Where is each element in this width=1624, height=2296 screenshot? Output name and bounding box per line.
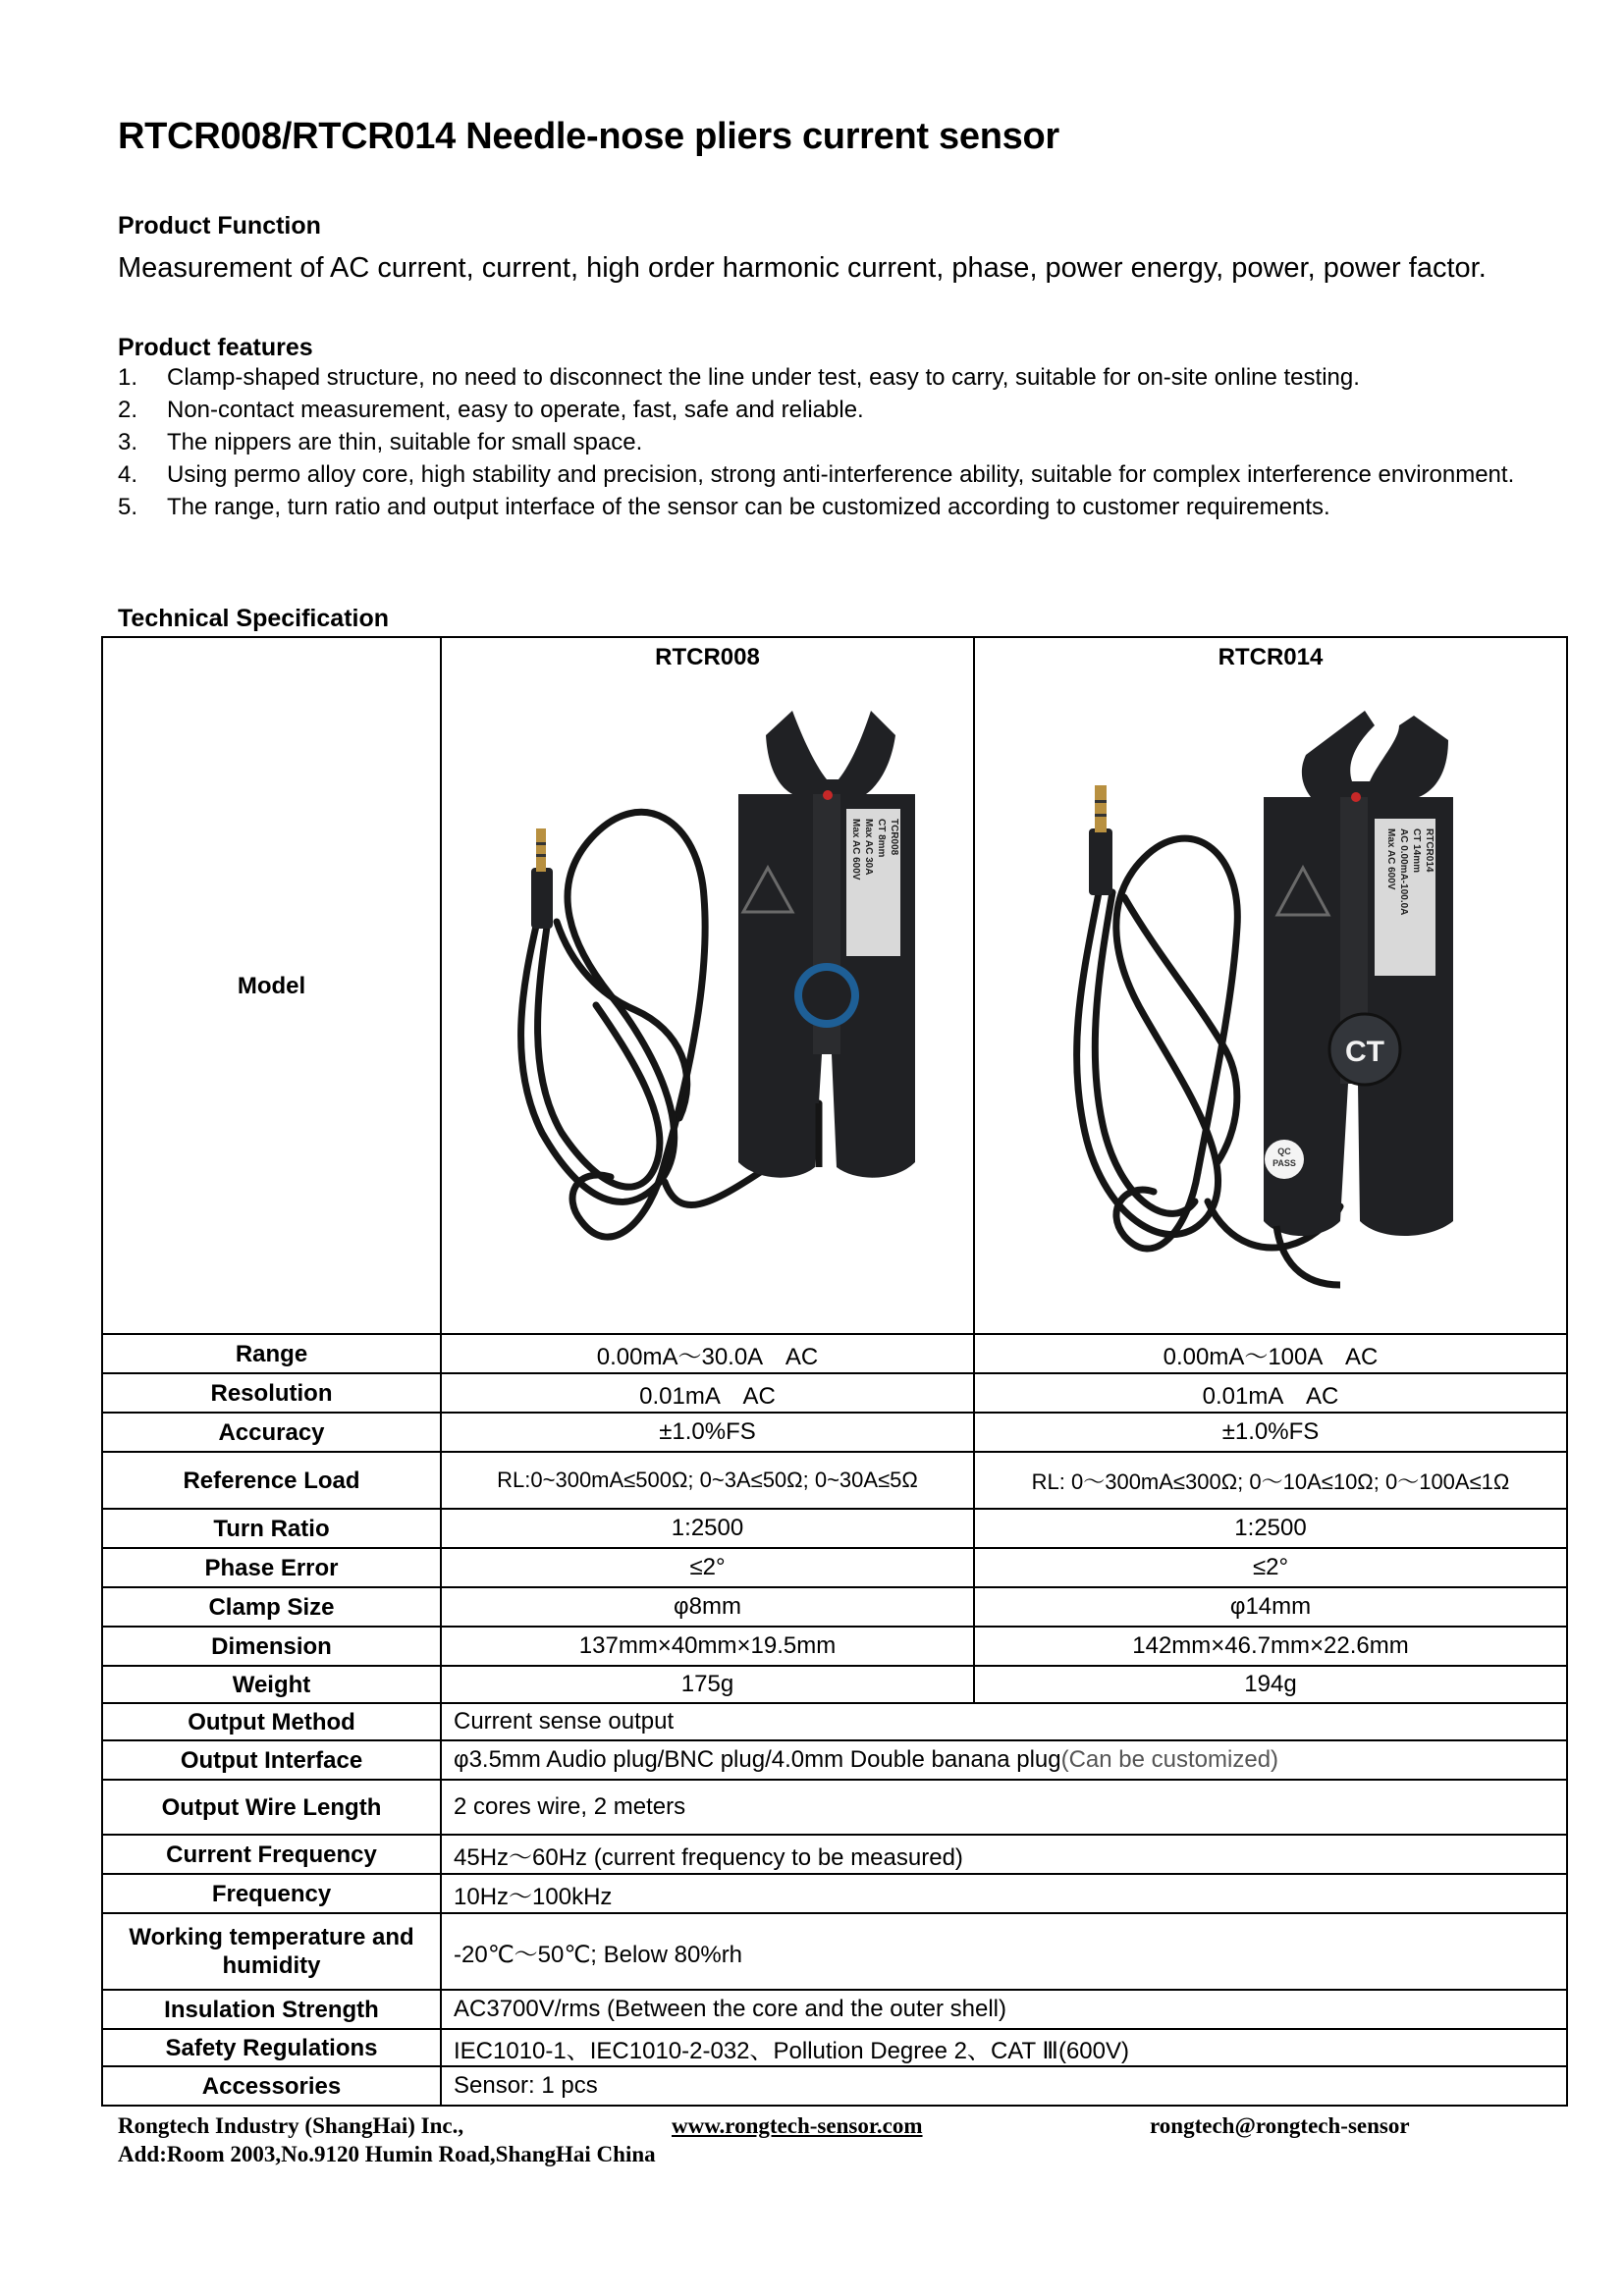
features-list (118, 361, 1524, 523)
spec-row-working-temperature (102, 1913, 1567, 1990)
spec-table (101, 636, 1568, 2107)
feature-number: 5. (118, 494, 138, 520)
spec-value: -20℃～50℃; Below 80%rh (441, 1913, 1567, 1990)
spec-row-insulation-strength (102, 1990, 1567, 2029)
spec-label: Accuracy (102, 1413, 441, 1452)
model-b-cell (974, 637, 1567, 1334)
spec-label: Current Frequency (102, 1835, 441, 1874)
model-b-name: RTCR014 (1218, 644, 1324, 670)
footer-address: Add:Room 2003,No.9120 Humin Road,ShangHai China (118, 2142, 656, 2166)
ct-badge-text: CT (1345, 1036, 1384, 1068)
spec-value-rtcr008: 137mm×40mm×19.5mm (441, 1627, 974, 1666)
spec-value-rtcr008: ±1.0%FS (441, 1413, 974, 1452)
feature-item (118, 361, 1524, 394)
qc-sticker-text: QC (1277, 1147, 1291, 1156)
spec-label: Output Interface (102, 1740, 441, 1780)
spec-value-rtcr008: ≤2° (441, 1548, 974, 1587)
label-line: AC 0.00mA-100.0A (1398, 828, 1409, 916)
spec-label: Accessories (102, 2066, 441, 2106)
footer-website-link[interactable]: www.rongtech-sensor.com (672, 2113, 923, 2138)
label-line: Max AC 600V (1385, 828, 1396, 890)
model-a-cell (441, 637, 974, 1334)
spec-row-clamp-size (102, 1587, 1567, 1627)
feature-text: The nippers are thin, suitable for small space. (167, 429, 643, 455)
spec-value: Current sense output (441, 1703, 1567, 1740)
spec-note: (Can be customized) (1060, 1746, 1279, 1773)
spec-value: 2 cores wire, 2 meters (441, 1780, 1567, 1835)
model-row (102, 637, 1567, 1334)
spec-value-rtcr008: 175g (441, 1666, 974, 1703)
page-title: RTCR008/RTCR014 Needle-nose pliers current sensor (118, 116, 1059, 157)
spec-value-rtcr014: 0.01mA AC (974, 1373, 1567, 1413)
footer-company: Rongtech Industry (ShangHai) Inc., (118, 2113, 464, 2138)
rtcr014-photo (987, 671, 1556, 1309)
rtcr008-photo (454, 671, 964, 1309)
label-line: CT 8mm (876, 819, 887, 858)
feature-item (118, 394, 1524, 426)
spec-value: AC3700V/rms (Between the core and the outer shell) (441, 1990, 1567, 2029)
feature-item (118, 458, 1524, 491)
label-line: RTCR014 (1424, 828, 1435, 873)
spec-row-weight (102, 1666, 1567, 1703)
spec-value-rtcr014: 0.00mA～100A AC (974, 1334, 1567, 1373)
spec-value-rtcr008: 0.01mA AC (441, 1373, 974, 1413)
spec-value-rtcr014: ±1.0%FS (974, 1413, 1567, 1452)
spec-label: Resolution (102, 1373, 441, 1413)
spec-row-output-interface (102, 1740, 1567, 1780)
spec-value: φ3.5mm Audio plug/BNC plug/4.0mm Double banana plug (454, 1746, 1061, 1773)
spec-row-range (102, 1334, 1567, 1373)
spec-row-turn-ratio (102, 1509, 1567, 1548)
spec-label: Range (102, 1334, 441, 1373)
spec-value: 45Hz～60Hz (current frequency to be measured) (441, 1835, 1567, 1874)
feature-text: The range, turn ratio and output interface of the sensor can be customized according to customer requirements. (167, 494, 1330, 520)
product-function-heading: Product Function (118, 212, 321, 240)
spec-label: Output Method (102, 1703, 441, 1740)
label-line: CT 14mm (1411, 828, 1422, 874)
spec-label: Weight (102, 1666, 441, 1703)
spec-row-accuracy (102, 1413, 1567, 1452)
feature-text: Clamp-shaped structure, no need to disconnect the line under test, easy to carry, suitable for on-site online testing. (167, 364, 1360, 391)
audio-plug-icon (1089, 785, 1112, 895)
feature-item (118, 426, 1524, 458)
feature-number: 2. (118, 397, 138, 423)
product-function-text: Measurement of AC current, current, high order harmonic current, phase, power energy, power, power factor. (118, 252, 1487, 284)
spec-value: Sensor: 1 pcs (441, 2066, 1567, 2106)
spec-value-rtcr014: 142mm×46.7mm×22.6mm (974, 1627, 1567, 1666)
audio-plug-icon (531, 828, 553, 929)
spec-label: Safety Regulations (102, 2029, 441, 2066)
spec-label: Clamp Size (102, 1587, 441, 1627)
spec-label: Reference Load (102, 1452, 441, 1509)
spec-value-rtcr014: φ14mm (974, 1587, 1567, 1627)
spec-value-cell (441, 1740, 1567, 1780)
spec-row-output-wire-length (102, 1780, 1567, 1835)
spec-label: Dimension (102, 1627, 441, 1666)
footer-email: rongtech@rongtech-sensor (1150, 2113, 1410, 2138)
technical-specification-heading: Technical Specification (118, 605, 390, 632)
spec-row-dimension (102, 1627, 1567, 1666)
feature-item (118, 491, 1524, 523)
spec-label: Turn Ratio (102, 1509, 441, 1548)
spec-value: 10Hz～100kHz (441, 1874, 1567, 1913)
spec-label: Insulation Strength (102, 1990, 441, 2029)
spec-value-rtcr008: RL:0~300mA≤500Ω; 0~3A≤50Ω; 0~30A≤5Ω (441, 1452, 974, 1509)
spec-value-rtcr008: 1:2500 (441, 1509, 974, 1548)
spec-row-current-frequency (102, 1835, 1567, 1874)
label-line: Max AC 30A (863, 819, 874, 876)
spec-row-frequency (102, 1874, 1567, 1913)
spec-row-phase-error (102, 1548, 1567, 1587)
spec-value-rtcr014: RL: 0～300mA≤300Ω; 0～10A≤10Ω; 0～100A≤1Ω (974, 1452, 1567, 1509)
feature-number: 4. (118, 461, 138, 488)
spec-row-accessories (102, 2066, 1567, 2106)
spec-row-resolution (102, 1373, 1567, 1413)
spec-label: Output Wire Length (102, 1780, 441, 1835)
spec-value-rtcr008: φ8mm (441, 1587, 974, 1627)
label-line: Max AC 600V (850, 819, 861, 881)
feature-number: 3. (118, 429, 138, 455)
qc-sticker-text: PASS (1272, 1158, 1296, 1168)
feature-text: Non-contact measurement, easy to operate, fast, safe and reliable. (167, 397, 864, 423)
feature-text: Using permo alloy core, high stability and precision, strong anti-interference ability, suitable for complex interference environment. (167, 461, 1515, 488)
spec-row-reference-load (102, 1452, 1567, 1509)
spec-label: Working temperature and humidity (102, 1913, 441, 1990)
spec-value-rtcr014: 1:2500 (974, 1509, 1567, 1548)
feature-number: 1. (118, 364, 138, 391)
label-line: TCR008 (889, 819, 899, 856)
spec-label: Frequency (102, 1874, 441, 1913)
model-label: Model (102, 637, 441, 1334)
spec-value: IEC1010-1、IEC1010-2-032、Pollution Degree 2、CAT Ⅲ(600V) (441, 2029, 1567, 2066)
spec-value-rtcr008: 0.00mA～30.0A AC (441, 1334, 974, 1373)
spec-row-safety-regulations (102, 2029, 1567, 2066)
model-a-name: RTCR008 (655, 644, 760, 670)
product-features-heading: Product features (118, 334, 313, 361)
spec-value-rtcr014: 194g (974, 1666, 1567, 1703)
spec-label: Phase Error (102, 1548, 441, 1587)
spec-row-output-method (102, 1703, 1567, 1740)
spec-value-rtcr014: ≤2° (974, 1548, 1567, 1587)
